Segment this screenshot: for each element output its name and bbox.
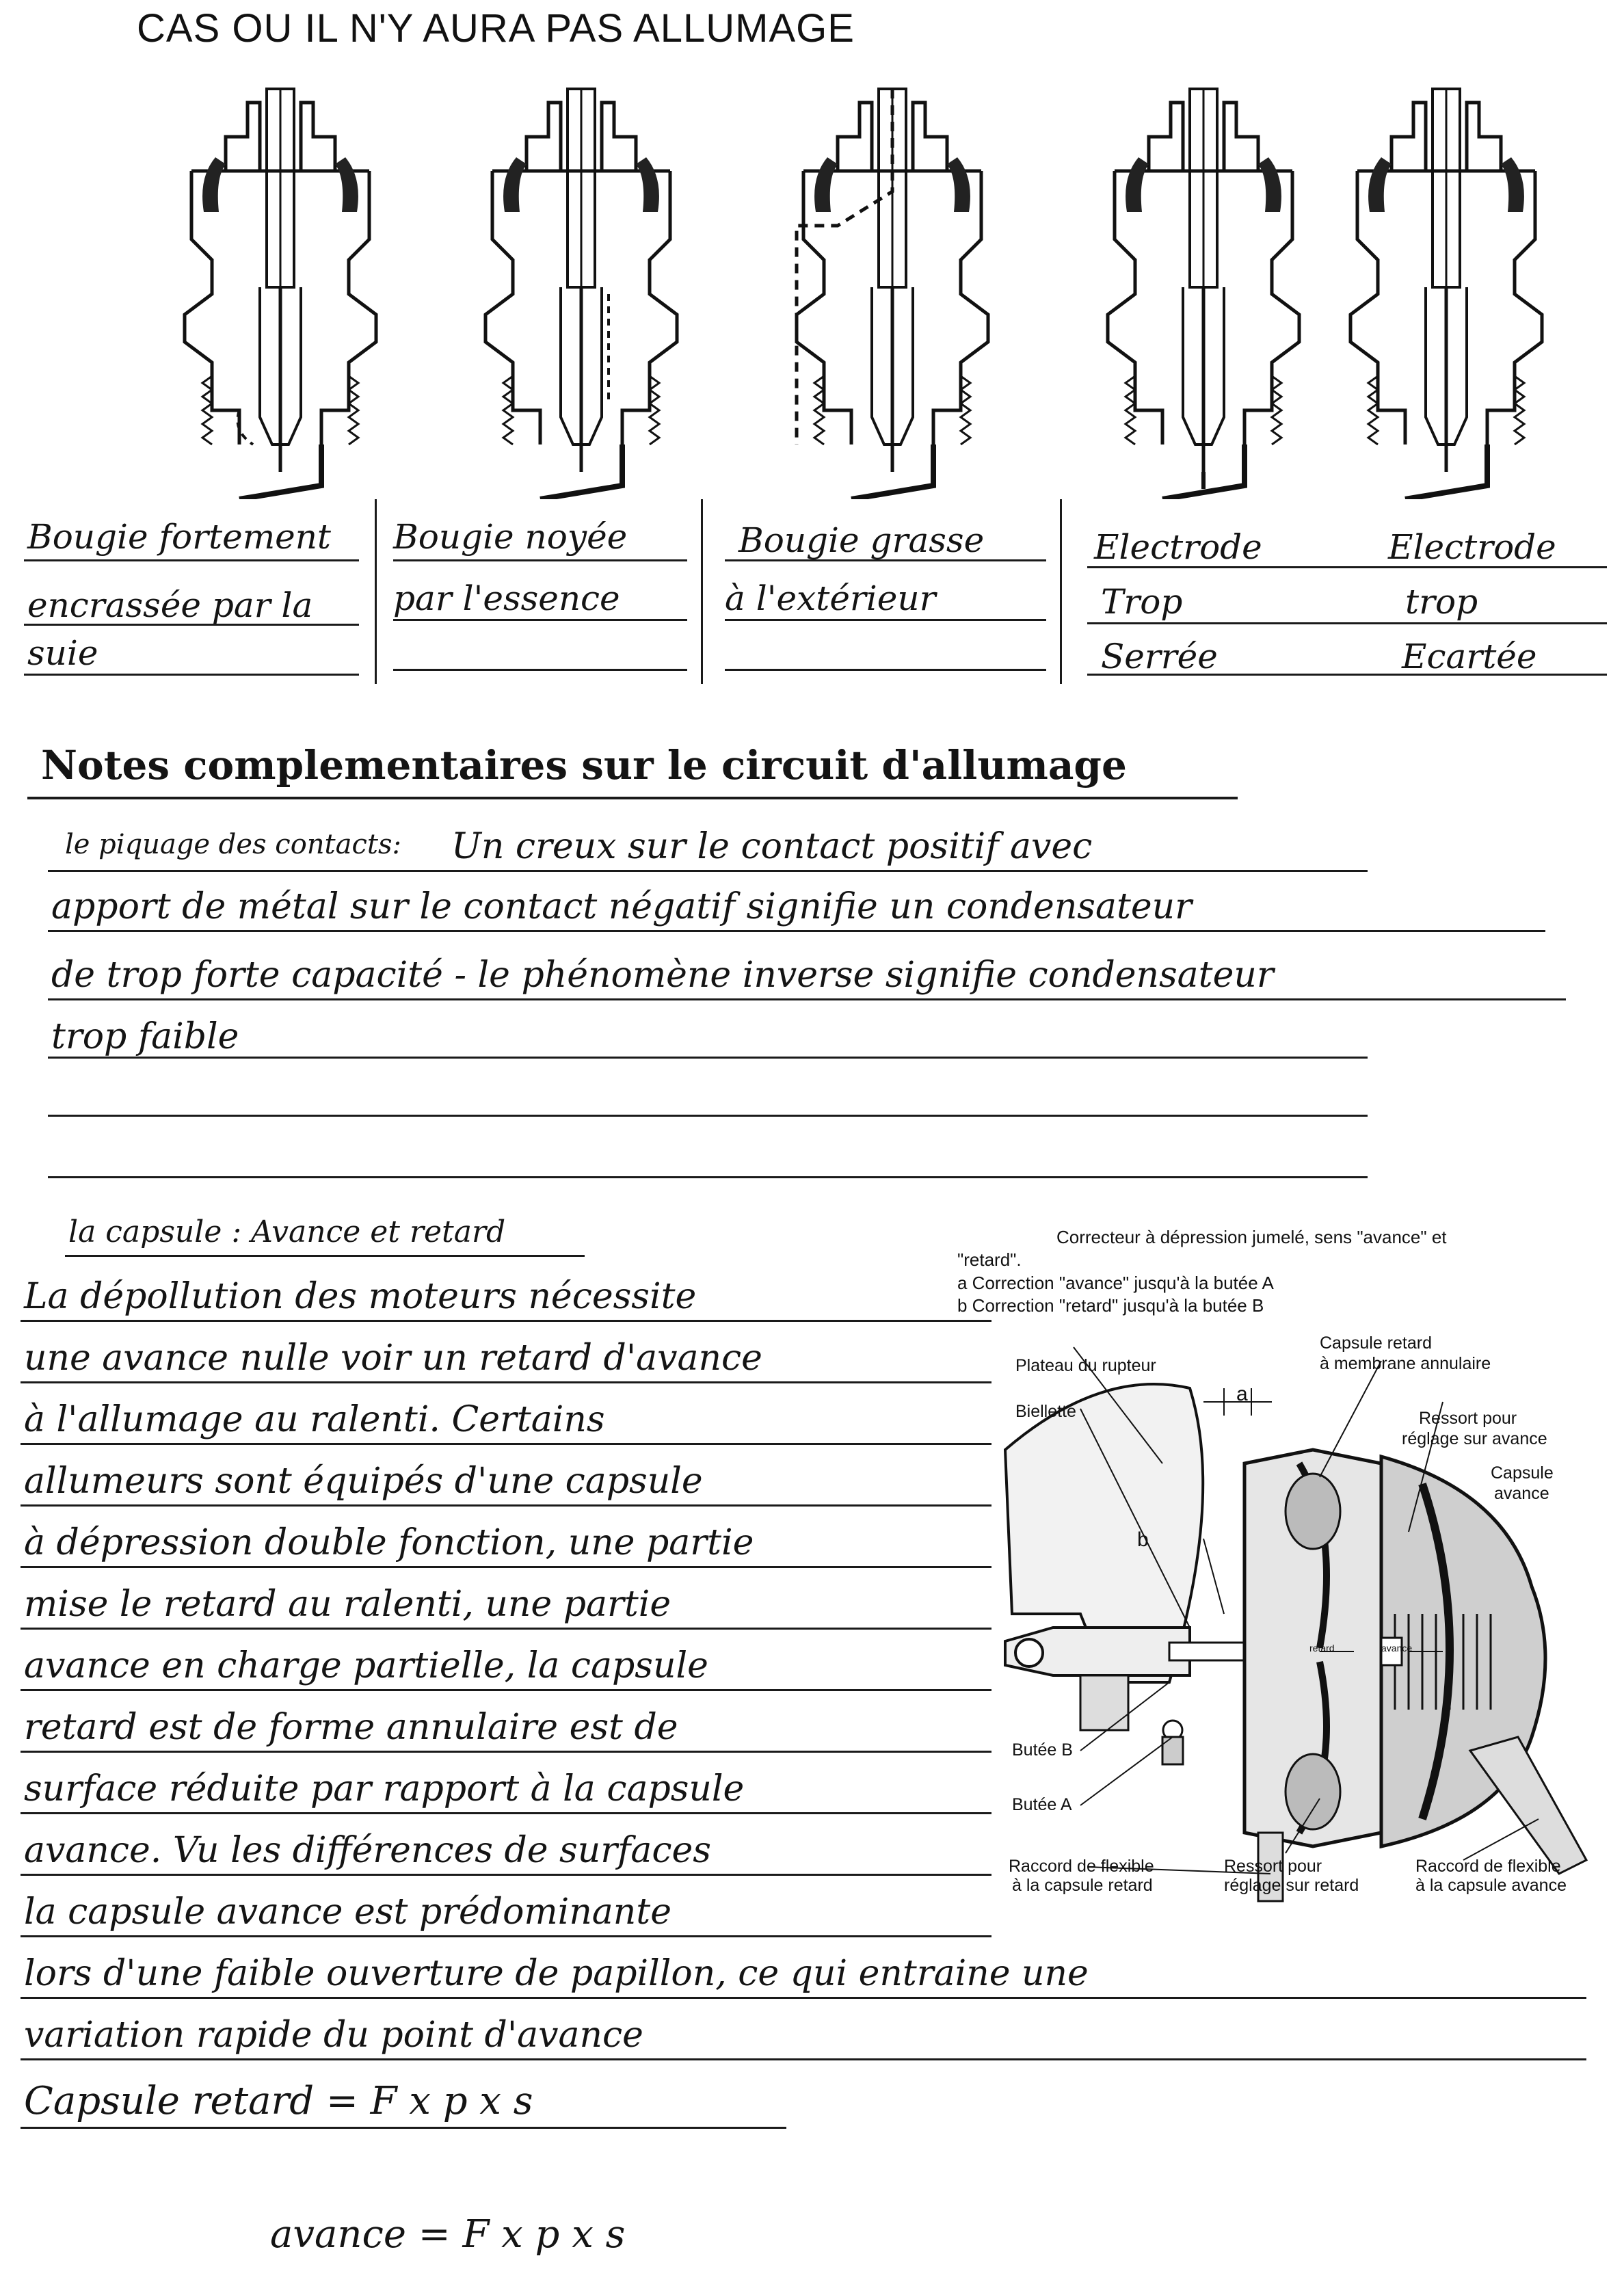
capsule-label: la capsule : Avance et retard — [68, 1215, 506, 1249]
label-ressort-retard-1: Ressort pour — [1224, 1857, 1322, 1876]
piquage-line-3: de trop forte capacité - le phénomène inverse signifie condensateur — [51, 955, 1274, 996]
figure-legend-title: Correcteur à dépression jumelé, sens "avance" et — [1056, 1227, 1447, 1247]
plug-caption-3-line-1: Bougie grasse — [738, 520, 985, 560]
label-plateau-du-rupteur: Plateau du rupteur — [1015, 1356, 1156, 1375]
figure-legend-b: b Correction "retard" jusqu'à la butée B — [957, 1295, 1264, 1316]
capsule-line-4: allumeurs sont équipés d'une capsule — [24, 1461, 703, 1502]
capsule-line-10: avance. Vu les différences de surfaces — [24, 1830, 711, 1871]
label-biellette: Biellette — [1015, 1402, 1076, 1421]
caption-divider-2 — [701, 499, 703, 684]
vacuum-capsule-diagram — [998, 1327, 1614, 1915]
label-b: b — [1137, 1528, 1149, 1551]
plug-caption-1-line-1: Bougie fortement — [27, 517, 332, 557]
notes-heading: Notes complementaires sur le circuit d'allumage — [41, 742, 1127, 788]
capsule-line-2: une avance nulle voir un retard d'avance — [24, 1338, 762, 1379]
spark-plug-diagrams — [0, 75, 1624, 499]
plug-caption-5-line-1: Electrode — [1388, 527, 1556, 567]
plug-caption-4-line-1: Electrode — [1094, 527, 1262, 567]
figure-legend-a: a Correction "avance" jusqu'à la butée A — [957, 1273, 1274, 1293]
piquage-line-1: Un creux sur le contact positif avec — [451, 826, 1093, 867]
label-capsule-retard-2: à membrane annulaire — [1320, 1354, 1491, 1373]
piquage-line-2: apport de métal sur le contact négatif signifie un condensateur — [51, 886, 1193, 927]
capsule-line-1: La dépollution des moteurs nécessite — [24, 1276, 697, 1317]
plug-caption-2-line-2: par l'essence — [393, 579, 620, 618]
plug-diagram-5 — [1350, 89, 1542, 499]
capsule-line-7: avance en charge partielle, la capsule — [24, 1645, 708, 1686]
plug-caption-4-line-2: Trop — [1101, 582, 1183, 622]
plug-caption-5-line-3: Ecartée — [1402, 637, 1537, 676]
capsule-line-12: lors d'une faible ouverture de papillon, ce qui entraine une — [24, 1953, 1089, 1994]
capsule-line-13: variation rapide du point d'avance — [24, 2015, 643, 2056]
plug-caption-5-line-2: trop — [1405, 582, 1478, 622]
label-capsule-avance-1: Capsule — [1491, 1463, 1554, 1483]
plug-caption-3-line-2: à l'extérieur — [725, 579, 936, 618]
plug-diagram-4 — [1108, 89, 1299, 499]
figure-legend-title-2: "retard". — [957, 1249, 1022, 1270]
plug-caption-2-line-1: Bougie noyée — [393, 517, 628, 557]
label-ressort-avance-2: réglage sur avance — [1402, 1429, 1547, 1448]
capsule-line-3: à l'allumage au ralenti. Certains — [24, 1399, 605, 1440]
plug-diagram-1 — [185, 89, 376, 499]
label-raccord-retard-1: Raccord de flexible — [1009, 1857, 1154, 1876]
label-rod-avance: avance — [1381, 1643, 1413, 1654]
label-a: a — [1236, 1383, 1248, 1405]
label-butee-b: Butée B — [1012, 1740, 1073, 1760]
capsule-line-5: à dépression double fonction, une partie — [24, 1522, 754, 1563]
label-ressort-retard-2: réglage sur retard — [1224, 1876, 1359, 1895]
capsule-line-9: surface réduite par rapport à la capsule — [24, 1768, 745, 1809]
piquage-line-4: trop faible — [51, 1016, 239, 1057]
formula-capsule-retard: Capsule retard = F x p x s — [24, 2079, 533, 2123]
label-ressort-avance-1: Ressort pour — [1419, 1409, 1517, 1428]
page-title: CAS OU IL N'Y AURA PAS ALLUMAGE — [137, 6, 855, 51]
capsule-line-6: mise le retard au ralenti, une partie — [24, 1584, 671, 1625]
label-capsule-avance-2: avance — [1494, 1484, 1549, 1503]
plug-caption-1-line-2: encrassée par la — [27, 585, 313, 625]
label-rod-retard: retard — [1309, 1643, 1335, 1654]
label-raccord-avance-2: à la capsule avance — [1415, 1876, 1567, 1895]
capsule-line-8: retard est de forme annulaire est de — [24, 1707, 678, 1748]
label-butee-a: Butée A — [1012, 1795, 1072, 1814]
caption-divider-3 — [1060, 499, 1062, 684]
piquage-label: le piquage des contacts: — [65, 829, 401, 860]
label-capsule-retard-1: Capsule retard — [1320, 1333, 1432, 1353]
plug-caption-4-line-3: Serrée — [1101, 637, 1218, 676]
capsule-line-11: la capsule avance est prédominante — [24, 1892, 671, 1933]
formula-avance: avance = F x p x s — [270, 2212, 626, 2257]
plug-diagram-2 — [485, 89, 677, 499]
label-raccord-retard-2: à la capsule retard — [1012, 1876, 1153, 1895]
plug-diagram-3 — [797, 89, 988, 499]
plug-caption-1-line-3: suie — [27, 633, 98, 673]
label-raccord-avance-1: Raccord de flexible — [1415, 1857, 1561, 1876]
caption-divider-1 — [375, 499, 377, 684]
